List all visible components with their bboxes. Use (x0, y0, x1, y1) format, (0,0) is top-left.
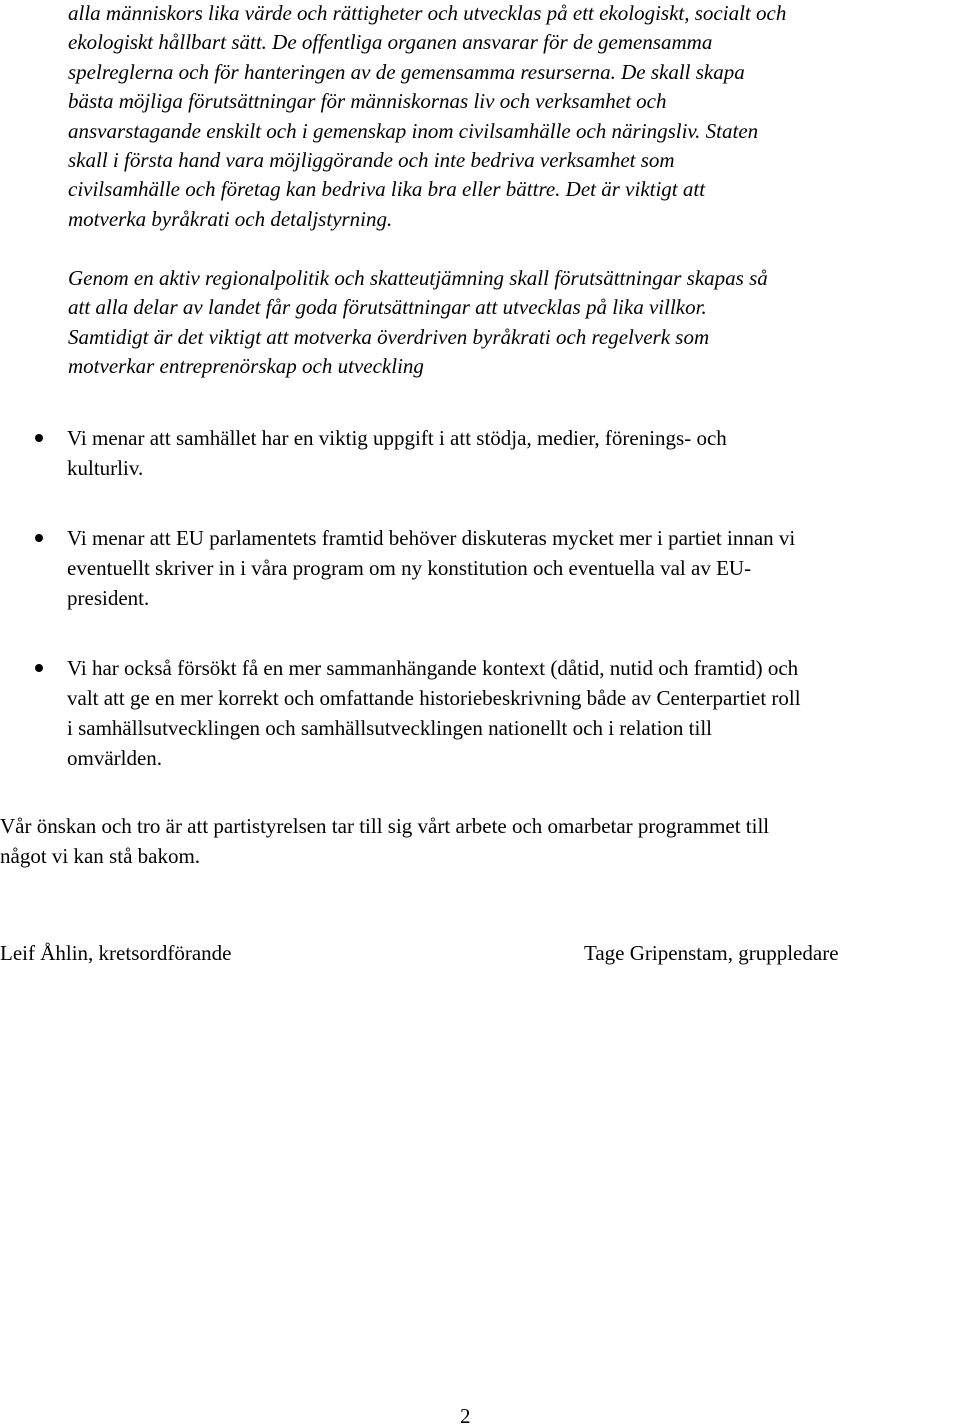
bullet-icon (35, 534, 43, 542)
italic-paragraph-regional-policy: Genom en aktiv regionalpolitik och skatteutjämning skall förutsättningar skapas så att alla delar av landet får goda förutsättningar att utvecklas på lika villkor. Samtidigt är det viktigt att motverka överdriven byråkrati och regelverk som motverkar entreprenörskap och utveckling (68, 266, 768, 379)
italic-paragraph-values: alla människors lika värde och rättigheter och utvecklas på ett ekologiskt, socialt och ekologiskt hållbart sätt. De offentliga organen ansvarar för de gemensamma spelreglerna och för hanteringen av de gemensamma resurserna. De skall skapa bästa möjliga förutsättningar för människornas liv och verksamhet och ansvarstagande enskilt och i gemenskap inom civilsamhälle och näringsliv. Staten skall i första hand vara möjliggörande och inte bedriva verksamhet som civilsamhälle och företag kan bedriva lika bra eller bättre. Det är viktigt att motverka byråkrati och detaljstyrning. (68, 1, 787, 231)
bullet-text: Vi menar att EU parlamentets framtid behöver diskuteras mycket mer i partiet innan vi eventuellt skriver in i våra program om ny konstitution och eventuella val av EU- president. (67, 526, 796, 610)
signature-right: Tage Gripenstam, gruppledare (584, 941, 839, 965)
bullet-text: Vi menar att samhället har en viktig uppgift i att stödja, medier, förenings- och kulturliv. (67, 426, 727, 480)
bullet-icon (35, 434, 43, 442)
bullet-icon (35, 664, 43, 672)
signature-left: Leif Åhlin, kretsordförande (0, 941, 232, 965)
bullet-text: Vi har också försökt få en mer sammanhängande kontext (dåtid, nutid och framtid) och valt att ge en mer korrekt och omfattande historiebeskrivning både av Centerpartiet roll i samhällsutvecklingen och samhällsutvecklingen nationellt och i relation till omvärlden. (67, 656, 801, 770)
page-number: 2 (460, 1404, 471, 1428)
closing-paragraph: Vår önskan och tro är att partistyrelsen tar till sig vårt arbete och omarbetar programmet till något vi kan stå bakom. (0, 814, 770, 868)
